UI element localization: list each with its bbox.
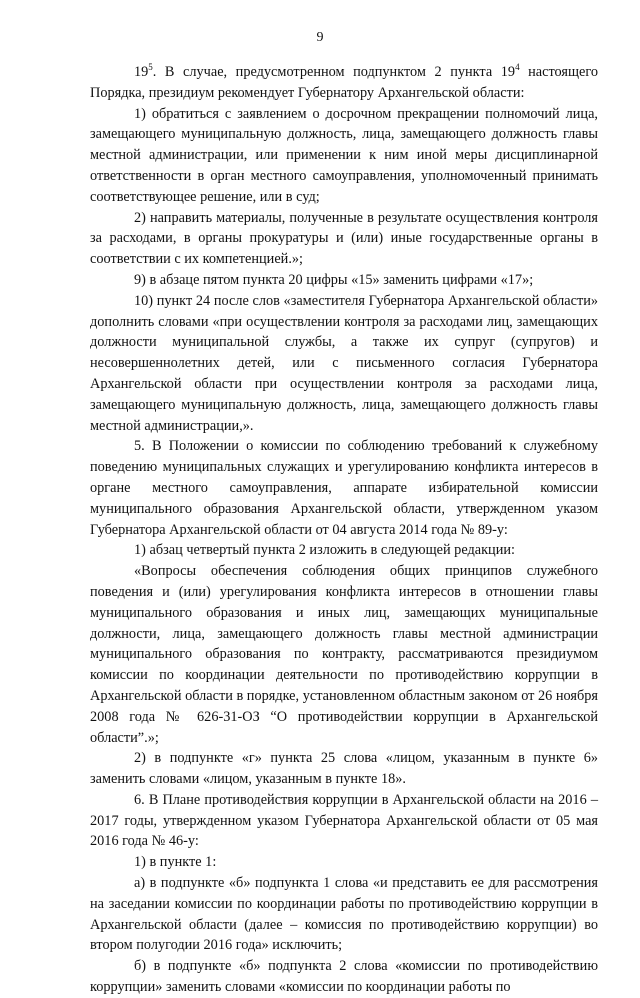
paragraph-text: . В случае, предусмотренном подпунктом 2 пункта 19 bbox=[152, 64, 516, 80]
paragraph: а) в подпункте «б» подпункта 1 слова «и представить ее для рассмотрения на заседании комиссии по координации работы по противодействию коррупции в Архангельской области (далее – комиссия по противодействию коррупции) во втором полугодии 2016 года» исключить; bbox=[90, 875, 598, 954]
paragraph: «Вопросы обеспечения соблюдения общих принципов служебного поведения и (или) урегулирования конфликта интересов в отношении главы муниципального образования и иных лиц, замещающих муниципальные должности, лица, замещающего должность главы местной администрации муниципального образования по контракту, рассматриваются президиумом комиссии по координации деятельности по противодействию коррупции в Архангельской области в порядке, установленном областным законом от 26 ноября 2008 года № 626-31-ОЗ “О противодействии коррупции в Архангельской области”.»; bbox=[90, 563, 598, 746]
paragraph: 2) направить материалы, полученные в результате осуществления контроля за расходами, в органы прокуратуры и (или) иные государственные органы в соответствии с их компетенцией.»; bbox=[90, 209, 598, 268]
paragraph-19-5 bbox=[90, 62, 598, 104]
page-number: 9 bbox=[316, 30, 324, 45]
paragraph: 1) обратиться с заявлением о досрочном прекращении полномочий лица, замещающего муниципальную должность, лица, замещающего должность главы местной администрации, или применении к ним иной меры дисциплинарной ответственности в орган местного самоуправления, уполномоченный принимать соответствующее решение, или в суд; bbox=[90, 105, 598, 205]
superscript: 5 bbox=[148, 62, 153, 73]
paragraph: 2) в подпункте «г» пункта 25 слова «лицом, указанным в пункте 6» заменить словами «лицом, указанным в пункте 18». bbox=[90, 750, 598, 788]
paragraph-text: настоящего Порядка, президиум рекомендует Губернатору Архангельской области: bbox=[90, 64, 598, 101]
paragraph-number: 19 bbox=[134, 64, 149, 80]
superscript: 4 bbox=[515, 62, 520, 73]
paragraph: 5. В Положении о комиссии по соблюдению требований к служебному поведению муниципальных служащих и урегулированию конфликта интересов в органе местного самоуправления, аппарате избирательной комиссии муниципального образования Архангельской области, утвержденном указом Губернатора Архангельской области от 04 августа 2014 года № 89-у: bbox=[90, 438, 598, 538]
paragraph: 6. В Плане противодействия коррупции в Архангельской области на 2016 – 2017 годы, утвержденном указом Губернатора Архангельской области от 05 мая 2016 года № 46-у: bbox=[90, 791, 598, 850]
paragraph: 9) в абзаце пятом пункта 20 цифры «15» заменить цифрами «17»; bbox=[134, 271, 534, 288]
document-body bbox=[90, 62, 598, 998]
paragraph: 1) абзац четвертый пункта 2 изложить в следующей редакции: bbox=[134, 542, 515, 559]
paragraph: 1) в пункте 1: bbox=[134, 854, 217, 871]
paragraph: б) в подпункте «б» подпункта 2 слова «комиссии по противодействию коррупции» заменить словами «комиссии по координации работы по bbox=[90, 958, 598, 996]
paragraph: 10) пункт 24 после слов «заместителя Губернатора Архангельской области» дополнить словами «при осуществлении контроля за расходами лиц, замещающих должности муниципальной службы, а также их супруг (супругов) и несовершеннолетних детей, или с письменного согласия Губернатора Архангельской области при осуществлении контроля за расходами лица, замещающего муниципальную должность, лица, замещающего должность главы местной администрации,». bbox=[90, 292, 598, 434]
